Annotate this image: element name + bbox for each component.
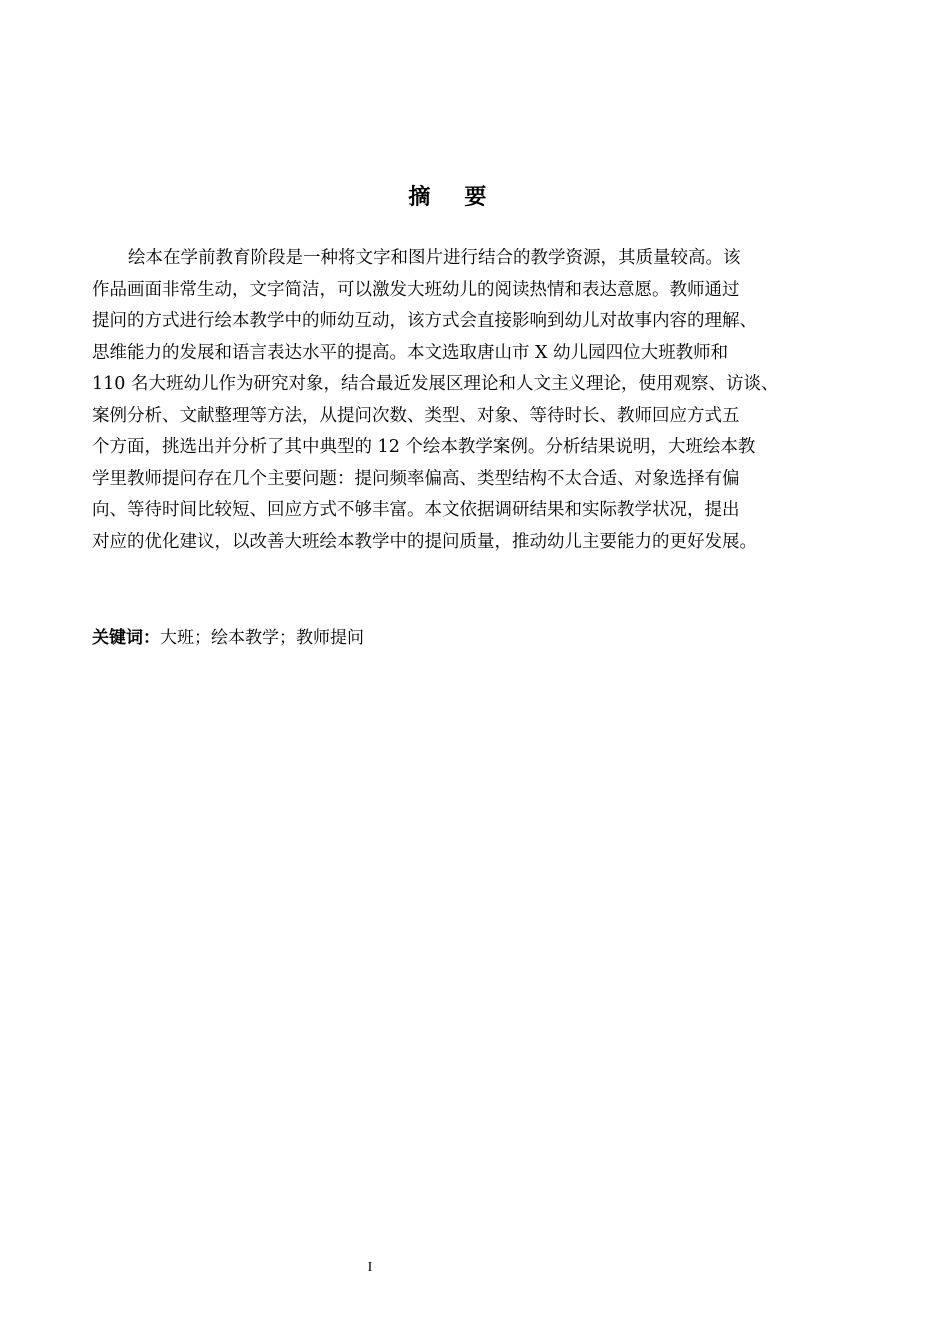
abstract-body <box>92 243 820 558</box>
page-number: I <box>367 1260 373 1275</box>
abstract-line: 思维能力的发展和语言表达水平的提高。本文选取唐山市 X 幼儿园四位大班教师和 <box>92 342 729 363</box>
abstract-line: 学里教师提问存在几个主要问题：提问频率偏高、类型结构不太合适、对象选择有偏 <box>92 468 740 489</box>
abstract-line: 对应的优化建议，以改善大班绘本教学中的提问质量，推动幼儿主要能力的更好发展。 <box>92 531 757 552</box>
keywords <box>92 623 364 653</box>
abstract-line: 个方面，挑选出并分析了其中典型的 12 个绘本教学案例。分析结果说明，大班绘本教 <box>92 437 756 457</box>
abstract-line: 案例分析、文献整理等方法，从提问次数、类型、对象、等待时长、教师回应方式五 <box>92 405 740 426</box>
keywords-label: 关键词： <box>92 628 160 648</box>
abstract-line: 绘本在学前教育阶段是一种将文字和图片进行结合的教学资源，其质量较高。该 <box>128 248 741 268</box>
keywords-value: 大班；绘本教学；教师提问 <box>160 628 364 648</box>
abstract-line: 110 名大班幼儿作为研究对象，结合最近发展区理论和人文主义理论，使用观察、访谈、 <box>92 374 779 394</box>
abstract-line: 作品画面非常生动，文字简洁，可以激发大班幼儿的阅读热情和表达意愿。教师通过 <box>92 279 740 300</box>
abstract-line: 向、等待时间比较短、回应方式不够丰富。本文依据调研结果和实际教学状况，提出 <box>92 500 740 520</box>
abstract-line: 提问的方式进行绘本教学中的师幼互动，该方式会直接影响到幼儿对故事内容的理解、 <box>92 311 757 331</box>
abstract-title: 摘 要 <box>408 185 500 210</box>
